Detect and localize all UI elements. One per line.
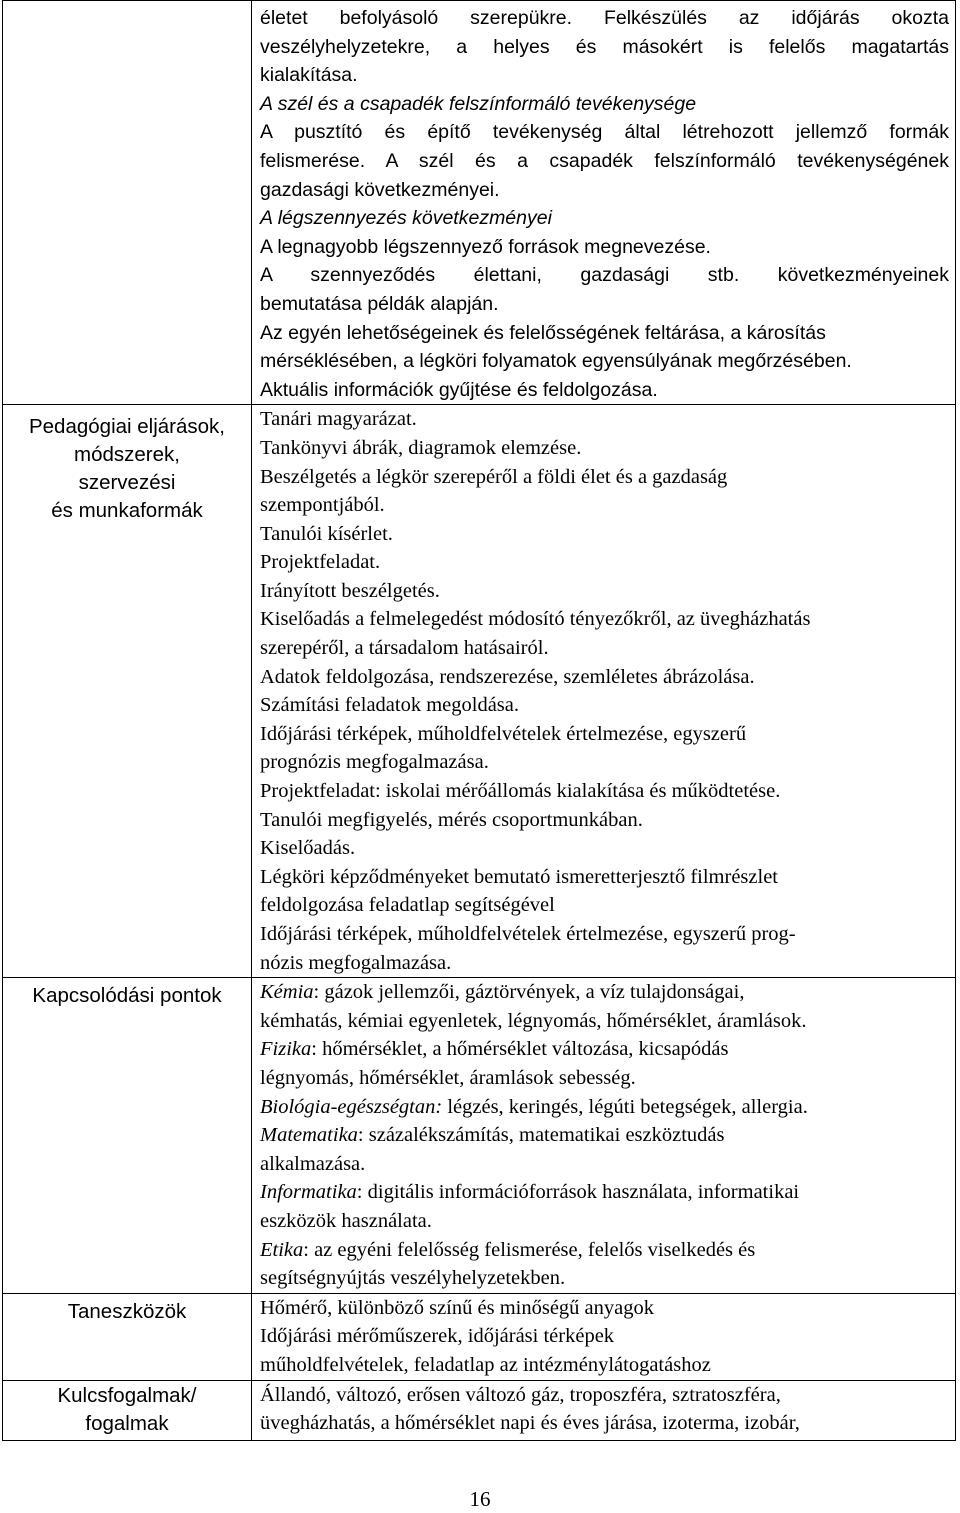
subject-name: Informatika [260,1181,357,1204]
text-line: nózis megfogalmazása. [260,951,452,974]
text-line: üvegházhatás, a hőmérséklet napi és éves járása, izoterma, izobár, [260,1412,800,1435]
row-label-tools [3,1293,252,1380]
text-line: alkalmazása. [260,1152,366,1175]
text-line: Tanulói kísérlet. [260,522,393,545]
text-line: Projektfeladat. [260,551,381,574]
row-content-methods [252,405,956,978]
text-line [260,1121,949,1150]
subject-name: Etika [260,1238,304,1261]
table-row-connections [3,978,956,1294]
row-label-keywords [3,1380,252,1440]
text-line [260,978,949,1007]
text-line: Adatok feldolgozása, rendszerezése, szemléletes ábrázolása. [260,665,755,688]
text-line: szempontjából. [260,494,385,517]
text-line: Kiselőadás a felmelegedést módosító tényezőkről, az üvegházhatás [260,608,811,631]
text-line: Időjárási térképek, műholdfelvételek értelmezése, egyszerű [260,722,747,745]
text-line: A legnagyobb légszennyező források megnevezése. [260,235,711,258]
subject-name: Matematika [260,1124,358,1147]
text-line: Kiselőadás. [260,837,356,860]
subject-name: Fizika [260,1038,312,1061]
row-content-tools [252,1293,956,1380]
row-content-intro [252,1,956,405]
text-line [260,1035,949,1064]
text-line: kialakítása. [260,64,358,87]
text-line: veszélyhelyzetekre, a helyes és másokért is felelős magatartás [260,35,949,58]
text-line: Állandó, változó, erősen változó gáz, troposzféra, sztratoszféra, [260,1383,781,1406]
text-line: A szennyeződés élettani, gazdasági stb. következményeinek [260,264,949,287]
text-line [260,1178,949,1207]
text-line: légnyomás, hőmérséklet, áramlások sebesség. [260,1066,636,1089]
text-line: Időjárási térképek, műholdfelvételek értelmezése, egyszerű prog- [260,923,796,945]
text-line: A szél és a csapadék felszínformáló tevékenysége [260,92,697,115]
text-line: Aktuális információk gyűjtése és feldolgozása. [260,378,658,401]
text-line: Tankönyvi ábrák, diagramok elemzése. [260,436,582,459]
table-row-intro [3,1,956,405]
text-line: felismerése. A szél és a csapadék felszínformáló tevékenységének [260,149,949,172]
page-number: 16 [469,1487,491,1511]
table-row-keywords [3,1380,956,1440]
row-label-line: fogalmak [85,1412,169,1435]
text-line: életet befolyásoló szerepükre. Felkészülés az időjárás okozta [260,7,949,29]
text-line [260,1236,949,1265]
text-line: Hőmérő, különböző színű és minőségű anyagok [260,1296,654,1319]
text-line: A légszennyezés következményei [260,207,552,230]
text-line: prognózis megfogalmazása. [260,751,489,774]
subject-description: : az egyéni felelősség felismerése, felelős viselkedés és [303,1238,756,1261]
text-line: Számítási feladatok megoldása. [260,694,520,717]
text-line: bemutatása példák alapján. [260,292,499,315]
text-line: A pusztító és építő tevékenység által létrehozott jellemző formák [260,121,949,144]
text-line: Irányított beszélgetés. [260,579,440,602]
row-label-line: Kulcsfogalmak/ [57,1384,197,1407]
row-label-connections [3,978,252,1294]
text-line: Időjárási mérőműszerek, időjárási térképek [260,1325,615,1348]
text-line: Tanulói megfigyelés, mérés csoportmunkában. [260,808,643,831]
text-line: eszközök használata. [260,1209,432,1232]
row-label-line: Pedagógiai eljárások, [28,415,226,439]
subject-description: légzés, keringés, légúti betegségek, allergia. [442,1095,808,1118]
curriculum-table [2,0,956,1441]
row-label-methods [3,405,252,978]
subject-description: : digitális információforrások használata, informatikai [356,1181,800,1204]
row-content-connections [252,978,956,1294]
text-line: Az egyén lehetőségeinek és felelősségének feltárása, a károsítás [260,321,826,344]
row-label-line: Taneszközök [67,1299,187,1323]
table-row-methods [3,405,956,978]
table-row-tools [3,1293,956,1380]
text-line: segítségnyújtás veszélyhelyzetekben. [260,1267,566,1290]
text-line: Projektfeladat: iskolai mérőállomás kialakítása és működtetése. [260,780,781,803]
text-line: mérséklésében, a légköri folyamatok egyensúlyának megőrzésében. [260,350,852,373]
text-line: Beszélgetés a légkör szerepéről a földi élet és a gazdaság [260,465,728,488]
text-line: gazdasági következményei. [260,178,500,201]
subject-description: : százalékszámítás, matematikai eszköztudás [357,1124,725,1147]
row-label-line: Kapcsolódási pontok [32,984,222,1008]
text-line: szerepéről, a társadalom hatásairól. [260,637,549,660]
subject-name: Biológia-egészségtan: [260,1095,443,1118]
subject-description: : gázok jellemzői, gáztörvények, a víz tulajdonságai, [313,981,745,1004]
row-label-line: módszerek, [74,443,180,467]
row-label-line: szervezési [78,471,176,495]
row-content-keywords [252,1380,956,1440]
text-line: Tanári magyarázat. [260,408,417,431]
subject-description: : hőmérséklet, a hőmérséklet változása, kicsapódás [311,1038,729,1061]
row-label-empty [3,1,252,405]
subject-name: Kémia [260,981,314,1004]
text-line: feldolgozása feladatlap segítségével [260,894,555,917]
text-line: Légköri képződményeket bemutató ismeretterjesztő filmrészlet [260,865,778,888]
row-label-line: és munkaformák [51,499,203,523]
text-line [260,1093,949,1122]
text-line: műholdfelvételek, feladatlap az intézménylátogatáshoz [260,1353,711,1376]
text-line: kémhatás, kémiai egyenletek, légnyomás, hőmérséklet, áramlások. [260,1009,807,1032]
